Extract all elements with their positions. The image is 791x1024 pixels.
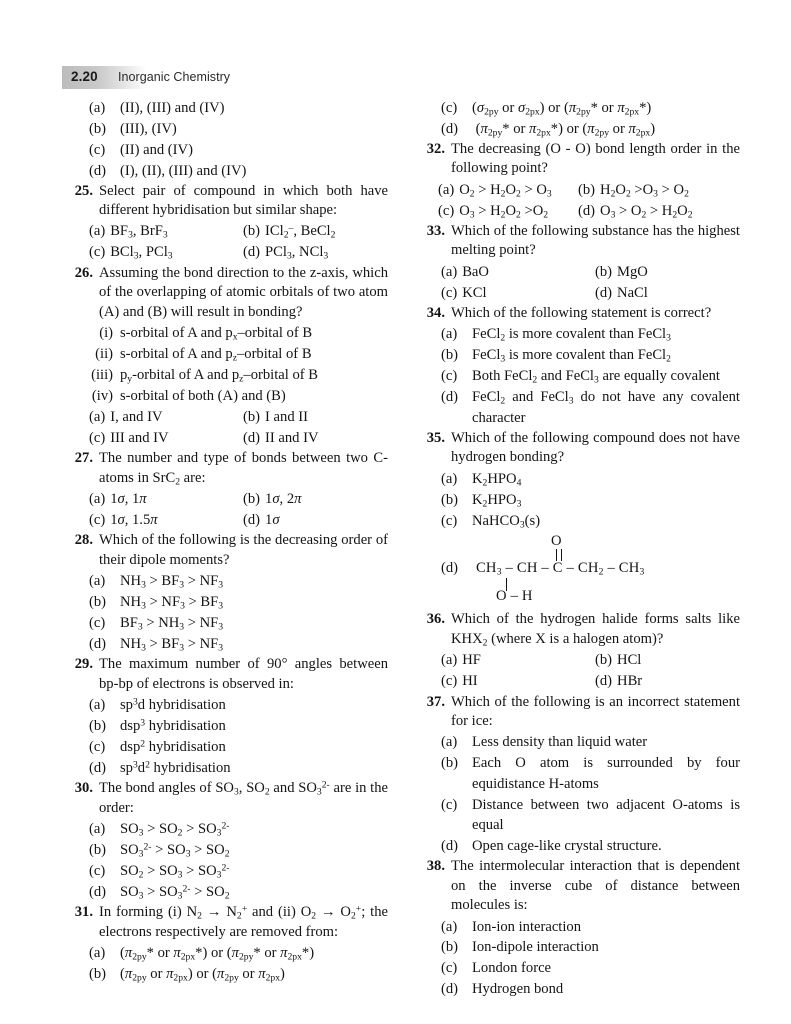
question-32 [420,140,740,221]
option-item[interactable]: (a) BaO [441,263,489,280]
options-group [420,262,740,303]
option-text: Open cage-like crystal structure. [472,837,662,854]
continued-options-group [420,98,740,139]
question-25 [68,182,388,263]
option-label: (d) [595,673,613,690]
option-text: (III), (IV) [120,120,177,137]
option-row [68,489,388,509]
option-label: (b) [89,594,107,611]
question-38 [420,857,740,999]
option-label: (a) [441,470,458,487]
option-label: (b) [441,939,459,956]
options-group [68,695,388,778]
option-row [68,221,388,241]
option-label: (b) [89,965,107,982]
option-item[interactable]: (c) $BF_3 > NH_3 > NF_3$ [89,615,224,633]
option-item[interactable] [68,119,388,139]
options-group [420,324,740,428]
option-label: (c) [441,368,458,385]
option-label: (c) [441,100,458,116]
option-item[interactable]: (b) I and II [243,409,308,426]
option-item[interactable]: (d) FeCl$_2$ and FeCl$_3$ do not have any covalent character [441,389,740,426]
question-stem [420,140,740,179]
option-label: (d) [441,560,459,577]
option-label: (c) [438,202,455,219]
option-item[interactable]: (c) $O_3 > H_2O_2 >O_2$ [438,202,549,221]
option-text: (II), (III) and (IV) [120,100,225,116]
option-label: (c) [441,960,458,977]
option-item[interactable]: (a) $sp^3d$ hybridisation [68,695,388,715]
question-stem [420,429,740,468]
option-row [420,283,740,303]
option-row [68,510,388,530]
option-row [420,201,740,221]
question-text: The maximum number of 90° angles between bp-bp of electrons is observed in: [99,656,388,692]
option-label: (d) [89,635,107,652]
option-item[interactable]: (a) FeCl$_2$ is more covalent than FeCl$_3$ [441,326,671,344]
option-label: (a) [441,652,458,669]
option-label: (a) [441,263,458,280]
book-title: Inorganic Chemistry [118,70,231,84]
option-item[interactable] [420,937,740,957]
option-label: (b) [441,755,459,772]
option-label: (d) [89,759,107,776]
option-item[interactable]: (c) NaHCO$_3$(s) [441,512,541,531]
question-number: 29. [74,656,93,673]
option-label: (c) [89,141,106,158]
option-item[interactable] [420,958,740,978]
option-item[interactable]: (c) HI [441,673,478,690]
option-item[interactable] [420,753,740,794]
option-item[interactable]: (b) MgO [595,263,648,280]
option-item[interactable]: (b) $SO_3^{2-} > SO_3 > SO_2$ [89,841,230,860]
question-number: 26. [74,264,93,281]
option-item[interactable]: (d) $sp^3d^2$ hybridisation [68,758,388,778]
question-text: In forming (i) $N_2 \to N_2^+$ and (ii) $O_2 \to O_2^+$; the electrons respectively are removed from: [99,903,389,940]
option-label: (a) [441,918,458,935]
option-item[interactable]: (a) $O_2 > H_2O_2 > O_3$ [438,181,552,200]
option-item[interactable]: (b) $NH_3 > NF_3 > BF_3$ [89,594,224,612]
option-item[interactable]: (d) $O_3 > O_2 > H_2O_2$ [578,202,693,221]
carbonyl-oxygen-atom: O [551,533,562,550]
question-27 [68,449,388,530]
roman-label: (iii) [91,366,113,383]
question-number: 38. [426,858,445,875]
page-number: 2.20 [71,69,98,84]
option-text: Distance between two adjacent O-atoms is equal [472,796,740,833]
question-number: 27. [74,450,93,467]
question-36 [420,610,740,691]
option-label: (d) [595,284,613,301]
option-label: (c) [441,512,458,529]
option-label: (c) [89,739,106,755]
orphan-options-group [68,98,388,181]
option-label: (c) [89,244,106,261]
option-item[interactable]: (d) ($\pi_{2py}*$ or $\pi_{2px}*$) or ($\pi_{2py}$ or $\pi_{2px}$) [441,120,656,139]
option-row [68,407,388,427]
option-label: (b) [578,181,596,198]
question-text: The number and type of bonds between two C-atoms in SrC$_2$ are: [99,450,388,488]
option-item[interactable]: (c) BCl$_3$, PCl$_3$ [89,244,173,262]
option-label: (a) [89,491,106,508]
option-label: (a) [89,223,106,240]
option-item[interactable]: (d) II and IV [243,429,319,446]
question-text: Which of the following compound does not have hydrogen bonding? [451,429,740,466]
option-text: Less density than liquid water [472,734,648,751]
option-label: (a) [89,100,106,116]
question-text: Which of the hydrogen halide forms salts like $KHX_2$ (where X is a halogen atom)? [451,611,740,649]
option-label: (c) [89,615,106,632]
option-label: (b) [441,347,459,364]
option-item[interactable]: (b) dsp$^3$ hybridisation [68,716,388,736]
option-label: (b) [595,652,613,669]
question-26 [68,264,388,449]
option-item[interactable]: (b) ($\pi_{2py}$ or $\pi_{2px}$) or ($\pi_{2py}$ or $\pi_{2px}$) [89,965,285,984]
option-item[interactable]: (d) PCl$_3$, NCl$_3$ [243,244,329,262]
option-item[interactable]: (a) 1σ, 1π [89,491,147,508]
option-text: (I), (II), (III) and (IV) [120,162,247,179]
option-item[interactable]: (d) $NH_3 > BF_3 > NF_3$ [89,635,224,654]
options-group [68,407,388,448]
option-label: (d) [89,883,107,900]
option-text: (II) and (IV) [120,141,193,158]
option-item[interactable]: (a) HF [441,652,481,669]
options-group [420,732,740,856]
option-item[interactable]: (a) $NH_3 > BF_3 > NF_3$ [89,573,224,591]
option-item[interactable]: (d) 1σ [243,512,280,529]
question-number: 35. [426,429,445,446]
option-label: (b) [595,263,613,280]
option-text: London force [472,960,552,977]
question-29 [68,655,388,778]
option-label: (d) [243,512,261,529]
option-item[interactable]: (a) $SO_3 > SO_2 > SO_3^{2-}$ [89,820,230,839]
running-head [62,66,482,90]
option-item[interactable]: (b) $K_2HPO_3$ [441,491,522,510]
option-item[interactable] [420,795,740,836]
options-group [68,221,388,262]
question-text: Which of the following is the decreasing order of their dipole moments? [99,532,388,568]
option-label: (d) [243,244,261,261]
question-stem [68,531,388,570]
option-item[interactable] [68,161,388,181]
question-text: Which of the following is an incorrect statement for ice: [451,693,740,729]
question-text: Select pair of compound in which both have different hybridisation but similar shape: [99,182,388,219]
question-stem [68,182,388,221]
option-label: (b) [243,491,261,508]
option-text: Hydrogen bond [472,981,564,998]
question-number: 34. [426,305,445,321]
question-stem [68,264,388,322]
roman-item[interactable]: (ii) s-orbital of A and $p_z$–orbital of B [68,344,388,364]
option-label: (d) [441,981,459,998]
option-label: (d) [243,429,261,446]
option-item[interactable]: (a) ($\pi_{2py}*$ or $\pi_{2px}*$) or ($\pi_{2py}*$ or $\pi_{2px}*$) [89,945,315,963]
option-item[interactable] [420,979,740,999]
option-item[interactable]: (b) ICl$_2$–, BeCl$_2$ [243,222,336,241]
option-item[interactable]: (c) ($\sigma_{2py}$ or $\sigma_{2px}$) or ($\pi_{2py}*$ or $\pi_{2px}*$) [441,100,652,118]
option-label: (a) [89,573,106,590]
option-row [420,262,740,282]
question-stem [68,449,388,488]
option-item[interactable]: (b) HCl [595,652,642,669]
question-number: 37. [426,693,445,710]
option-label: (b) [89,120,107,137]
option-item[interactable]: (b) 1σ, 2π [243,491,302,508]
question-stem [68,655,388,694]
roman-item[interactable]: (iv) s-orbital of both (A) and (B) [68,386,388,406]
question-stem [420,693,740,732]
option-item[interactable]: (b) $H_2O_2 >O_3 > O_2$ [578,181,689,200]
option-label: (b) [243,223,261,240]
option-row [420,180,740,200]
question-28 [68,531,388,654]
option-row [420,671,740,691]
question-stem [420,857,740,915]
right-column [420,97,740,1001]
roman-label: (iv) [91,387,113,404]
question-number: 25. [74,182,93,199]
option-label: (a) [441,734,458,751]
option-label: (b) [89,718,107,735]
option-label: (c) [441,673,458,690]
option-item[interactable]: (c) Both FeCl$_2$ and FeCl$_3$ are equally covalent [441,368,720,386]
question-31 [68,903,388,984]
structural-formula-option[interactable] [420,531,740,609]
option-text: Ion-dipole interaction [472,939,599,956]
option-row [68,428,388,448]
option-label: (a) [89,945,106,962]
question-number: 30. [74,780,93,797]
option-label: (b) [243,409,261,426]
question-text: Which of the following statement is correct? [451,305,712,321]
option-item[interactable]: (a) $K_2HPO_4$ [441,470,522,489]
question-text: Assuming the bond direction to the z-axis, which of the overlapping of atomic orbitals of two atom (A) and (B) will result in bonding? [99,264,388,320]
question-37 [420,693,740,857]
option-text: Ion-ion interaction [472,918,582,935]
option-item[interactable] [68,140,388,160]
option-label: (d) [441,837,459,854]
option-label: (c) [441,796,458,813]
options-group [68,819,388,902]
option-label: (d) [441,120,459,137]
question-number: 36. [426,611,445,628]
option-label: (a) [89,697,106,714]
question-34 [420,304,740,428]
option-label: (a) [89,409,106,426]
option-label: (c) [89,429,106,446]
option-label: (d) [578,202,596,219]
question-stem [420,304,740,323]
question-30 [68,779,388,902]
option-row [68,242,388,262]
question-stem [420,222,740,261]
option-item[interactable]: (c) III and IV [89,429,169,446]
left-column [68,97,388,985]
option-item[interactable] [68,98,388,118]
option-item[interactable]: (b) FeCl$_3$ is more covalent than FeCl$_2$ [441,347,671,365]
roman-label: (i) [99,324,113,341]
question-text: Which of the following substance has the highest melting point? [451,222,740,259]
option-label: (b) [89,842,107,859]
option-label: (c) [89,512,106,529]
hydroxyl-group: O – H [496,588,533,605]
roman-label: (ii) [95,345,113,362]
option-item[interactable] [420,836,740,856]
question-number: 31. [74,904,93,921]
options-group [68,571,388,654]
option-item[interactable]: (a) I, and IV [89,409,163,426]
option-label: (a) [438,181,455,198]
question-text: The bond angles of $SO_3$, $SO_2$ and $SO_3^{2-}$ are in the order: [99,779,388,816]
question-text: The intermolecular interaction that is dependent on the inverse cube of distance between molecules is: [451,858,740,914]
roman-item[interactable]: (i) s-orbital of A and $p_x$–orbital of B [68,323,388,343]
option-item[interactable]: (c) dsp$^2$ hybridisation [68,737,388,757]
option-label: (d) [441,389,459,406]
options-group [420,650,740,691]
question-text: The decreasing (O - O) bond length order in the following point? [451,140,740,177]
option-item[interactable] [420,732,740,752]
option-text: Each O atom is surrounded by four equidistance H-atoms [472,755,740,792]
question-number: 32. [426,140,445,157]
option-item[interactable] [420,917,740,937]
option-item[interactable]: (c) $SO_2 > SO_3 > SO_3^{2-}$ [89,862,230,881]
options-group [420,917,740,1000]
option-label: (b) [441,491,459,508]
option-item[interactable]: (c) 1σ, 1.5π [89,512,158,529]
question-stem [420,610,740,649]
option-label: (c) [89,862,106,879]
question-number: 33. [426,222,445,239]
option-label: (d) [89,162,107,179]
roman-items-group [68,323,388,406]
option-item[interactable]: (d) HBr [595,673,643,690]
option-item[interactable]: (a) $BF_3$, BrF$_3$ [89,223,168,241]
roman-item[interactable]: (iii) $p_y$-orbital of A and $p_z$–orbital of B [68,365,388,385]
options-group [68,489,388,530]
question-stem [68,779,388,818]
option-label: (a) [89,821,106,838]
option-row [420,650,740,670]
option-item[interactable]: (d) NaCl [595,284,648,301]
options-group [68,943,388,984]
options-group [420,180,740,221]
option-label: (c) [441,284,458,301]
question-35 [420,429,740,610]
option-item[interactable]: (c) KCl [441,284,487,301]
carbon-chain: $CH_3$ – CH – C – $CH_2 - CH_3$ [476,560,645,578]
question-stem [68,903,388,942]
option-item[interactable]: (d) $SO_3 > SO_3^{2-} > SO_2$ [89,883,230,902]
question-33 [420,222,740,303]
options-group [420,469,740,610]
question-number: 28. [74,532,93,549]
option-label: (a) [441,326,458,343]
